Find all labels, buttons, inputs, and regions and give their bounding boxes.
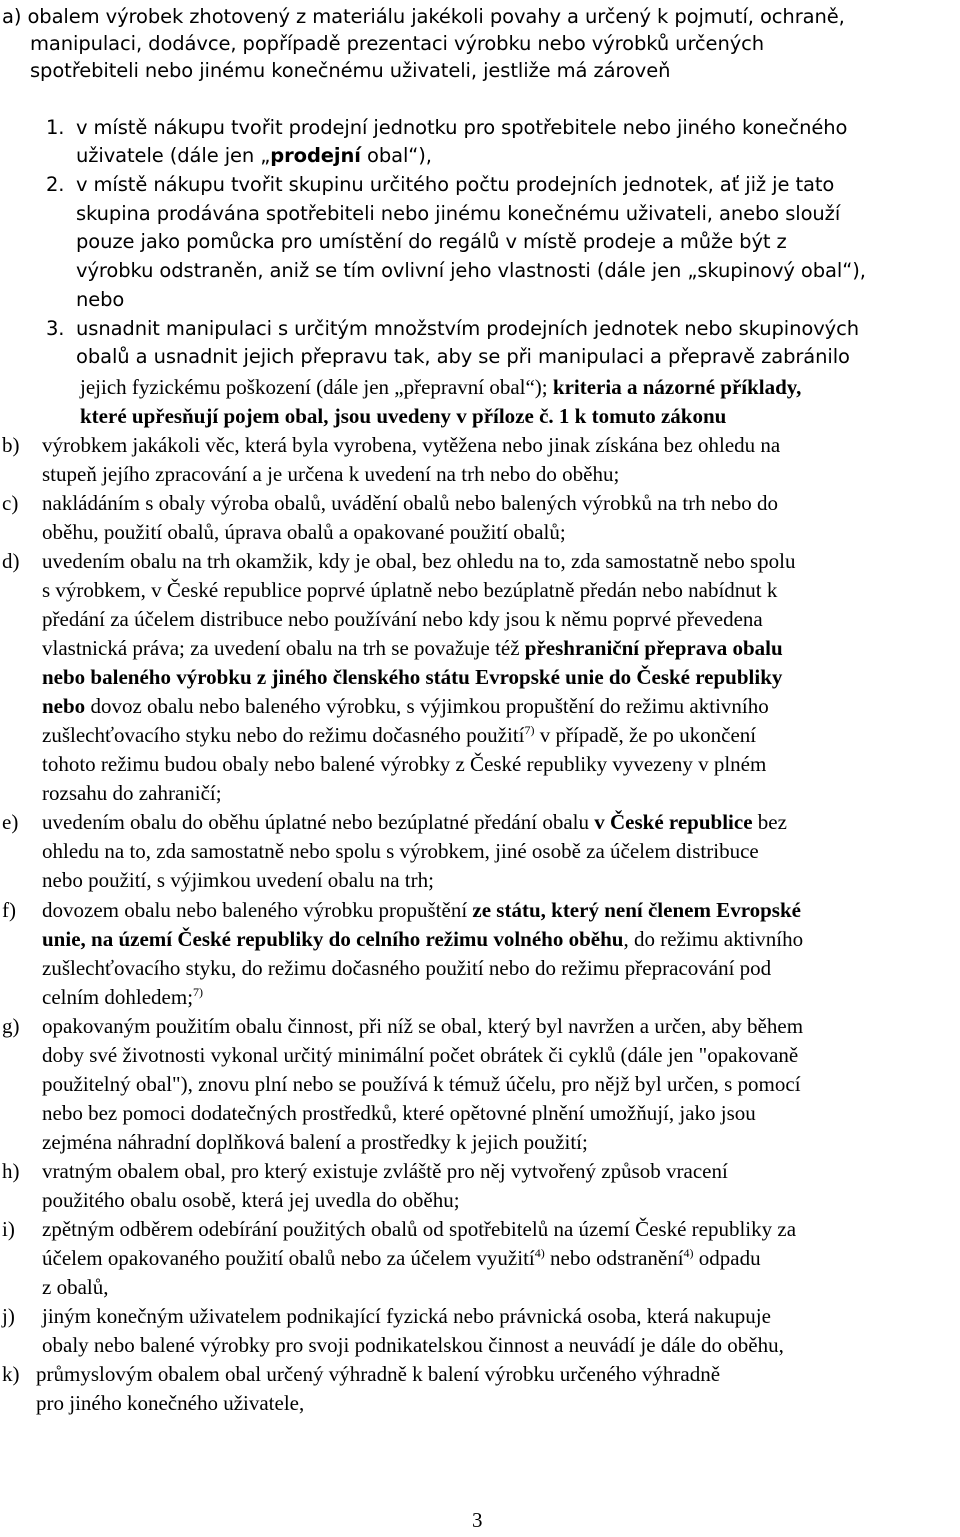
item-c-line-2: oběhu, použití obalů, úprava obalů a opakované použití obalů; xyxy=(42,520,566,544)
item-d-line-9: rozsahu do zahraničí; xyxy=(42,781,222,805)
item-h-line-1: vratným obalem obal, pro který existuje zvláště pro něj vytvořený způsob vracení xyxy=(42,1159,728,1183)
item-j-line-2: obaly nebo balené výrobky pro svoji podnikatelskou činnost a neuvádí je dále do oběhu, xyxy=(42,1333,784,1357)
item-e-line-1: uvedením obalu do oběhu úplatné nebo bezúplatné předání obalu v České republice bez xyxy=(42,810,787,834)
item-g-line-3: použitelný obal"), znovu plní nebo se používá k témuž účelu, pro nějž byl určen, s pomocí xyxy=(42,1072,801,1096)
prodejni-bold: prodejní xyxy=(270,144,361,167)
item-e-marker: e) xyxy=(2,810,19,834)
sub-1-number: 1. xyxy=(46,116,65,139)
item-g-line-1: opakovaným použitím obalu činnost, při níž se obal, který byl navržen a určen, aby během xyxy=(42,1014,804,1038)
item-d-line-4: vlastnická práva; za uvedení obalu na trh se považuje též přeshraniční přeprava obalu xyxy=(42,636,783,660)
item-b-line-1: výrobkem jakákoli věc, která byla vyrobena, vytěžena nebo jinak získána bez ohledu na xyxy=(42,433,781,457)
item-k-line-2: pro jiného konečného uživatele, xyxy=(36,1391,305,1415)
item-g-line-2: doby své životnosti vykonal určitý minimální počet obrátek či cyklů (dále jen "opakovaně xyxy=(42,1043,799,1067)
sub-2-line-4: výrobku odstraněn, aniž se tím ovlivní jeho vlastnosti (dále jen „skupinový obal“), xyxy=(76,259,866,282)
sub-1-line-2: uživatele (dále jen „prodejní obal“), xyxy=(76,144,432,167)
item-k-marker: k) xyxy=(2,1362,20,1386)
item-c-marker: c) xyxy=(2,491,19,515)
sub-2-line-5: nebo xyxy=(76,288,125,311)
item-e-line-2: ohledu na to, zda samostatně nebo spolu s výrobkem, jiné osobě za účelem distribuce xyxy=(42,839,759,863)
sub-2-line-1: v místě nákupu tvořit skupinu určitého počtu prodejních jednotek, ať již je tato xyxy=(76,173,835,196)
item-f-line-1: dovozem obalu nebo baleného výrobku propuštění ze státu, který není členem Evropské xyxy=(42,898,801,922)
sub-3-line-2: obalů a usnadnit jejich přepravu tak, aby se při manipulaci a přepravě zabránilo xyxy=(76,345,850,368)
item-f-line-4: celním dohledem;$^{7)}$ xyxy=(42,985,204,1009)
sub-3-number: 3. xyxy=(46,317,65,340)
item-d-line-5: nebo baleného výrobku z jiného členského státu Evropské unie do České republiky xyxy=(42,665,783,689)
item-d-line-2: s výrobkem, v České republice poprvé úplatně nebo bezúplatně předán nebo nabídnut k xyxy=(42,578,778,602)
footnote-ref: 4) xyxy=(534,1246,545,1260)
item-d-line-8: tohoto režimu budou obaly nebo balené výrobky z České republiky vyvezeny v plném xyxy=(42,752,767,776)
item-i-line-3: z obalů, xyxy=(42,1275,109,1299)
item-b-line-2: stupeň jejího zpracování a je určena k uvedení na trh nebo do oběhu; xyxy=(42,462,620,486)
item-e-line-3: nebo použití, s výjimkou uvedení obalu na trh; xyxy=(42,868,434,892)
footnote-ref: 7) xyxy=(524,723,535,737)
item-a-marker: a) xyxy=(2,5,22,28)
item-d-marker: d) xyxy=(2,549,20,573)
sub-1-line-1: v místě nákupu tvořit prodejní jednotku pro spotřebitele nebo jiného konečného xyxy=(76,116,848,139)
item-d-line-7: zušlechťovacího styku nebo do režimu dočasného použití$^{7)}$ v případě, že po ukončení xyxy=(42,723,757,747)
item-d-line-6: nebo dovoz obalu nebo baleného výrobku, s výjimkou propuštění do režimu aktivního xyxy=(42,694,769,718)
footnote-ref: 4) xyxy=(683,1246,694,1260)
item-f-line-3: zušlechťovacího styku, do režimu dočasného použití nebo do režimu přepracování pod xyxy=(42,956,772,980)
item-h-line-2: použitého obalu osobě, která jej uvedla do oběhu; xyxy=(42,1188,460,1212)
item-f-marker: f) xyxy=(2,898,16,922)
footnote-ref: 7) xyxy=(193,985,204,999)
item-i-marker: i) xyxy=(2,1217,15,1241)
item-c-line-1: nakládáním s obaly výroba obalů, uvádění obalů nebo balených výrobků na trh nebo do xyxy=(42,491,778,515)
item-a-line-2: manipulaci, dodávce, popřípadě prezentaci výrobku nebo výrobků určených xyxy=(30,32,765,55)
item-k-line-1: průmyslovým obalem obal určený výhradně k balení výrobku určeného výhradně xyxy=(36,1362,721,1386)
sub-2-line-2: skupina prodávána spotřebiteli nebo jinému konečnému uživateli, anebo slouží xyxy=(76,202,841,225)
item-a-line-3: spotřebiteli nebo jinému konečnému uživateli, jestliže má zároveň xyxy=(30,59,671,82)
item-j-marker: j) xyxy=(2,1304,15,1328)
sub-2-line-3: pouze jako pomůcka pro umístění do regálů v místě prodeje a může být z xyxy=(76,230,787,253)
sub-3-line-3: jejich fyzickému poškození (dále jen „přepravní obal“); kriteria a názorné příklady, xyxy=(80,375,802,399)
item-d-line-3: předání za účelem distribuce nebo používání nebo kdy jsou k němu poprvé převedena xyxy=(42,607,763,631)
item-f-line-2: unie, na území České republiky do celního režimu volného oběhu, do režimu aktivního xyxy=(42,927,804,951)
item-g-marker: g) xyxy=(2,1014,20,1038)
item-j-line-1: jiným konečným uživatelem podnikající fyzická nebo právnická osoba, která nakupuje xyxy=(42,1304,771,1328)
item-g-line-5: zejména náhradní doplňková balení a prostředky k jejich použití; xyxy=(42,1130,588,1154)
item-h-marker: h) xyxy=(2,1159,20,1183)
sub-3-line-4: které upřesňují pojem obal, jsou uvedeny v příloze č. 1 k tomuto zákonu xyxy=(80,404,727,428)
item-a-line-1: a) obalem výrobek zhotovený z materiálu jakékoli povahy a určený k pojmutí, ochraně, xyxy=(2,5,845,28)
item-i-line-2: účelem opakovaného použití obalů nebo za účelem využití$^{4)}$ nebo odstranění$^{4)}$ odpadu xyxy=(42,1246,761,1270)
item-b-marker: b) xyxy=(2,433,20,457)
sub-3-line-1: usnadnit manipulaci s určitým množstvím prodejních jednotek nebo skupinových xyxy=(76,317,859,340)
page-number: 3 xyxy=(472,1508,483,1532)
item-i-line-1: zpětným odběrem odebírání použitých obalů od spotřebitelů na území České republiky za xyxy=(42,1217,797,1241)
sub-2-number: 2. xyxy=(46,173,65,196)
item-d-line-1: uvedením obalu na trh okamžik, kdy je obal, bez ohledu na to, zda samostatně nebo spolu xyxy=(42,549,796,573)
item-g-line-4: nebo bez pomoci dodatečných prostředků, které opětovné plnění umožňují, jako jsou xyxy=(42,1101,756,1125)
